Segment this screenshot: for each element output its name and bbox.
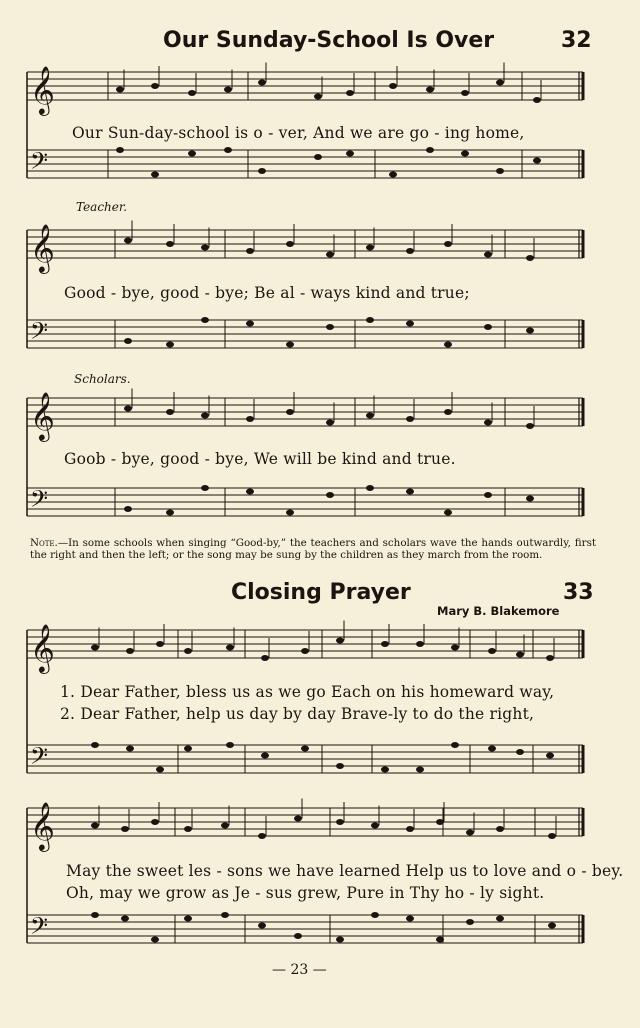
system-4-bass-note [336, 763, 344, 769]
bass-clef-icon: 𝄢 [30, 147, 49, 180]
system-4-note [91, 645, 99, 651]
system-3-bass-note [366, 485, 374, 491]
system-4-note [546, 655, 554, 661]
system-5-bass-note [184, 916, 192, 922]
system-2-note [366, 245, 374, 251]
system-1-bass-note [151, 172, 159, 178]
system-1-bass-note [346, 151, 354, 157]
system-4-bass-note [546, 753, 554, 759]
treble-clef-icon: 𝄞 [30, 623, 55, 672]
system-2-note [246, 248, 254, 254]
system-1-note [426, 87, 434, 93]
system-3-bass-note [246, 489, 254, 495]
system-3-bass-note [326, 492, 334, 498]
system-5-bass-note [406, 916, 414, 922]
system-1-bass-note [533, 158, 541, 164]
system-5-bass-note [221, 912, 229, 918]
system-5-note [221, 823, 229, 829]
system-5-note [466, 830, 474, 836]
system-4-note [261, 655, 269, 661]
system-1-note [496, 80, 504, 86]
system-4-note [156, 641, 164, 647]
system-2-note [526, 255, 534, 261]
hymn-32-number: 32 [561, 28, 592, 53]
system-3-bass-note [526, 496, 534, 502]
system-1-bass-note [314, 154, 322, 160]
system-4-bass-note [516, 749, 524, 755]
note-label: Note. [30, 537, 58, 549]
system-2-bass-note [366, 317, 374, 323]
system-1-note [224, 87, 232, 93]
system-3-note [526, 423, 534, 429]
system-2-note [406, 248, 414, 254]
system-4-note [488, 648, 496, 654]
system-1-bass-note [224, 147, 232, 153]
system-4-bass-note [91, 742, 99, 748]
system-1-bass-note [426, 147, 434, 153]
system-1-note [346, 90, 354, 96]
system-5-bass-note [371, 912, 379, 918]
system-4-note [126, 648, 134, 654]
system-3-note [201, 413, 209, 419]
system-4-bass-note [261, 753, 269, 759]
page-number: — 23 — [272, 962, 327, 978]
system-5-bass-note [151, 937, 159, 943]
system-2-bass-note [406, 321, 414, 327]
hymn-32-lyric-line-2: Good - bye, good - bye; Be al - ways kind and true; [64, 284, 470, 302]
hymn-33-line-1-verse-1: 1. Dear Father, bless us as we go Each on his homeward way, [60, 683, 555, 701]
system-3-note [326, 420, 334, 426]
system-3-note [286, 409, 294, 415]
system-1-bass-note [116, 147, 124, 153]
system-5-note [294, 816, 302, 822]
system-4-note [416, 641, 424, 647]
system-5-bass-note [336, 937, 344, 943]
system-1-bass-note [188, 151, 196, 157]
system-4-bass-note [416, 767, 424, 773]
system-5-bass-note [496, 916, 504, 922]
system-4-note [226, 645, 234, 651]
performance-note [30, 538, 596, 561]
system-5-bass-note [258, 923, 266, 929]
system-5-note [406, 826, 414, 832]
system-5-note [184, 826, 192, 832]
system-5-bass-note [548, 923, 556, 929]
treble-clef-icon: 𝄞 [30, 65, 55, 114]
system-4-note [381, 641, 389, 647]
system-4-bass-note [126, 746, 134, 752]
teacher-label: Teacher. [76, 200, 128, 214]
bass-clef-icon: 𝄢 [30, 317, 49, 350]
system-5-note [371, 823, 379, 829]
system-3-bass-note [124, 506, 132, 512]
system-5-bass-note [91, 912, 99, 918]
system-4-note [336, 638, 344, 644]
hymn-32-lyric-line-1: Our Sun-day-school is o - ver, And we are go - ing home, [72, 124, 525, 142]
system-3-bass-note [484, 492, 492, 498]
bass-clef-icon: 𝄢 [30, 912, 49, 945]
system-5-bass-note [466, 919, 474, 925]
system-1-note [389, 83, 397, 89]
system-2-bass-note [326, 324, 334, 330]
system-3-bass-note [286, 510, 294, 516]
system-4-note [301, 648, 309, 654]
system-2-bass-note [484, 324, 492, 330]
system-3-bass-note [406, 489, 414, 495]
system-3-note [444, 409, 452, 415]
scholars-label: Scholars. [74, 372, 131, 386]
hymn-32-lyric-line-3: Goob - bye, good - bye, We will be kind and true. [64, 450, 456, 468]
system-3-note [484, 420, 492, 426]
system-5-note [258, 833, 266, 839]
system-1-bass-note [461, 151, 469, 157]
bass-clef-icon: 𝄢 [30, 485, 49, 518]
system-5-note [151, 819, 159, 825]
system-4-bass-note [381, 767, 389, 773]
system-3-note [246, 416, 254, 422]
hymn-32-title: Our Sunday-School Is Over [163, 28, 495, 53]
system-2-bass-note [246, 321, 254, 327]
hymn-33-line-2-verse-1: May the sweet les - sons we have learned Help us to love and o - bey. [66, 862, 624, 880]
system-2-note [124, 238, 132, 244]
system-5-note [548, 833, 556, 839]
system-2-note [444, 241, 452, 247]
system-2-bass-note [166, 342, 174, 348]
system-1-note [314, 94, 322, 100]
system-1-bass-note [258, 168, 266, 174]
system-5-note [336, 819, 344, 825]
system-2-bass-note [444, 342, 452, 348]
system-3-bass-note [444, 510, 452, 516]
system-3-note [166, 409, 174, 415]
system-4-note [516, 652, 524, 658]
hymn-33-title: Closing Prayer [231, 580, 411, 605]
system-5-note [121, 826, 129, 832]
system-2-bass-note [526, 328, 534, 334]
note-text: —In some schools when singing “Good-by,” the teachers and scholars wave the hands outwardly, first the right and then the left; or the song may be sung by the children as they march from the room. [30, 537, 596, 561]
hymn-33-line-1-verse-2: 2. Dear Father, help us day by day Brave-ly to do the right, [60, 705, 535, 723]
hymn-33-line-2-verse-2: Oh, may we grow as Je - sus grew, Pure in Thy ho - ly sight. [66, 884, 545, 902]
treble-clef-icon: 𝄞 [30, 223, 55, 272]
system-5-bass-note [121, 916, 129, 922]
system-3-note [406, 416, 414, 422]
system-5-bass-note [294, 933, 302, 939]
system-4-bass-note [156, 767, 164, 773]
system-5-note [91, 823, 99, 829]
system-4-bass-note [301, 746, 309, 752]
system-1-note [258, 80, 266, 86]
system-3-note [366, 413, 374, 419]
system-2-note [201, 245, 209, 251]
bass-clef-icon: 𝄢 [30, 742, 49, 775]
system-4-bass-note [226, 742, 234, 748]
system-2-note [166, 241, 174, 247]
treble-clef-icon: 𝄞 [30, 801, 55, 850]
system-2-note [286, 241, 294, 247]
hymn-33-number: 33 [563, 580, 594, 605]
system-5-note [496, 826, 504, 832]
system-4-bass-note [184, 746, 192, 752]
system-4-note [184, 648, 192, 654]
hymn-33-author: Mary B. Blakemore [437, 604, 560, 618]
system-4-bass-note [488, 746, 496, 752]
system-1-note [533, 97, 541, 103]
system-2-bass-note [201, 317, 209, 323]
system-1-note [188, 90, 196, 96]
system-2-bass-note [124, 338, 132, 344]
system-1-note [461, 90, 469, 96]
system-2-note [484, 252, 492, 258]
system-3-bass-note [166, 510, 174, 516]
system-1-note [116, 87, 124, 93]
system-4-note [451, 645, 459, 651]
system-2-bass-note [286, 342, 294, 348]
system-4-bass-note [451, 742, 459, 748]
system-5-bass-note [436, 937, 444, 943]
system-1-bass-note [496, 168, 504, 174]
system-3-bass-note [201, 485, 209, 491]
system-1-bass-note [389, 172, 397, 178]
system-3-note [124, 406, 132, 412]
system-5-note [436, 819, 444, 825]
system-2-note [326, 252, 334, 258]
treble-clef-icon: 𝄞 [30, 391, 55, 440]
system-1-note [151, 83, 159, 89]
